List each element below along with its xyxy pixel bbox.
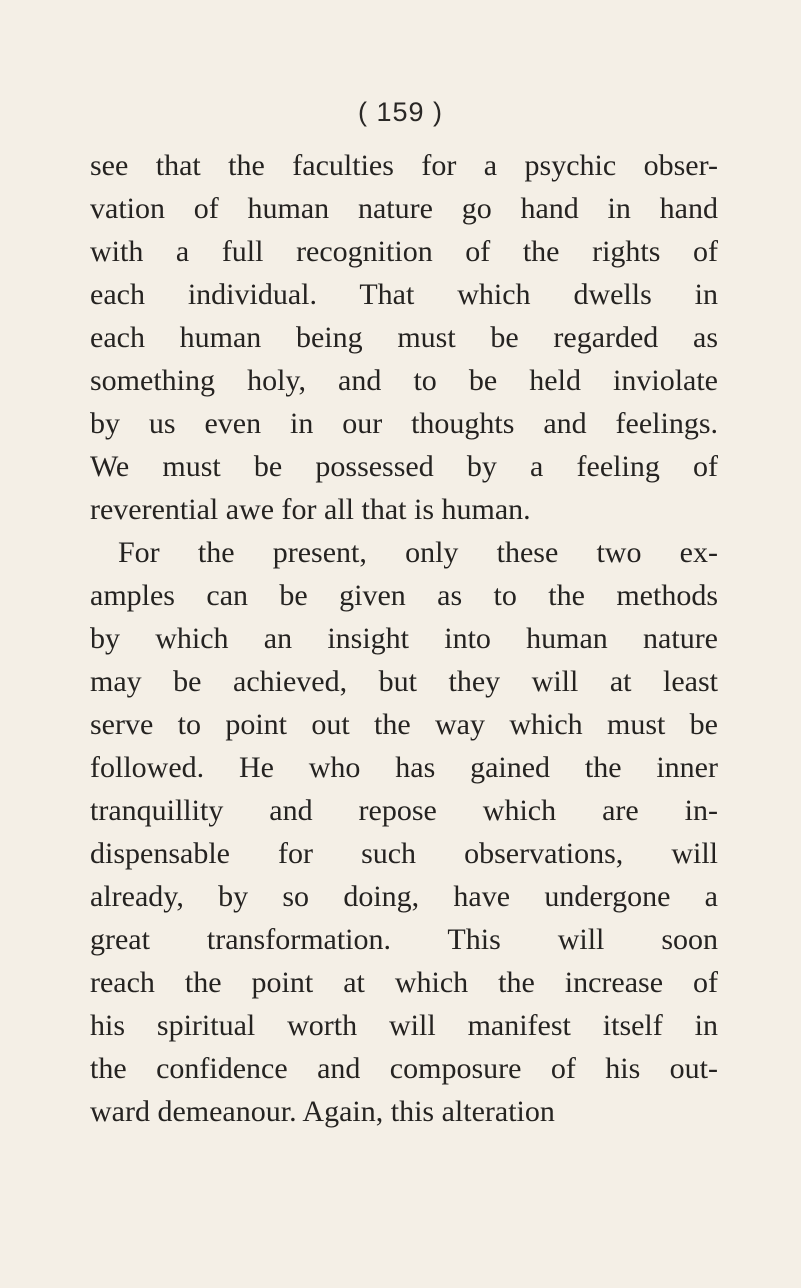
text-line: great transformation. This will soon xyxy=(90,923,718,956)
page-number: ( 159 ) xyxy=(357,97,444,127)
text-line: reverential awe for all that is human. xyxy=(90,493,531,526)
text-line: by which an insight into human nature xyxy=(90,622,718,655)
text-line: reach the point at which the increase of xyxy=(90,966,718,999)
text-line: by us even in our thoughts and feelings. xyxy=(90,407,718,440)
text-line: something holy, and to be held inviolate xyxy=(90,364,718,397)
text-line: followed. He who has gained the inner xyxy=(90,751,718,784)
text-line: vation of human nature go hand in hand xyxy=(90,192,718,225)
text-line: the confidence and composure of his out- xyxy=(90,1052,718,1085)
text-line: tranquillity and repose which are in- xyxy=(90,794,718,827)
text-line: each individual. That which dwells in xyxy=(90,278,718,311)
text-line: We must be possessed by a feeling of xyxy=(90,450,718,483)
text-line: see that the faculties for a psychic obser- xyxy=(90,149,718,182)
text-line: serve to point out the way which must be xyxy=(90,708,718,741)
text-line: ward demeanour. Again, this alteration xyxy=(90,1095,555,1128)
text-line: already, by so doing, have undergone a xyxy=(90,880,718,913)
text-line: with a full recognition of the rights of xyxy=(90,235,718,268)
text-line: dispensable for such observations, will xyxy=(90,837,718,870)
text-line: For the present, only these two ex- xyxy=(118,536,718,569)
text-line: may be achieved, but they will at least xyxy=(90,665,718,698)
text-line: each human being must be regarded as xyxy=(90,321,718,354)
text-line: amples can be given as to the methods xyxy=(90,579,718,612)
body-text xyxy=(90,144,718,1133)
text-line: his spiritual worth will manifest itself in xyxy=(90,1009,718,1042)
